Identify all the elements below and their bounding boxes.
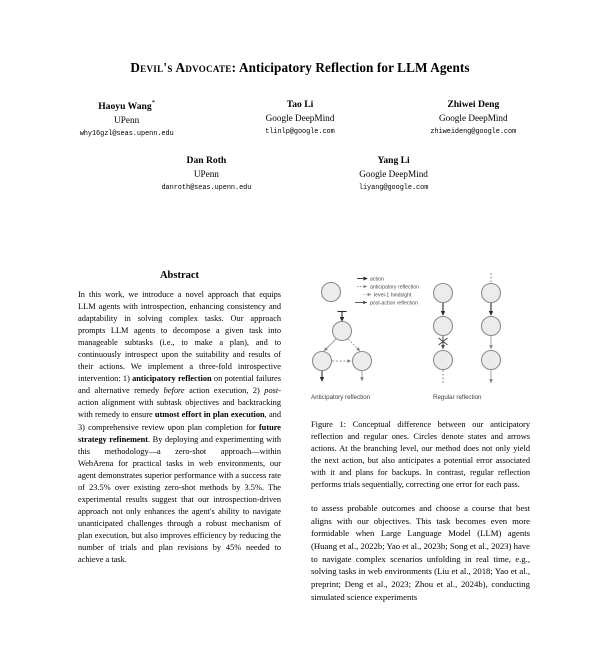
legend-label-action: action (370, 276, 384, 283)
body-paragraph: to assess probable outcomes and choose a course that best aligns with our objectives. This task becomes even more formidable when Large Language Model (LLM) agents (Huang et al., 2022b; Yao et al., 2023b; Song et al., 2023) have to navigate complex scenarios unfolding in real time, e.g., solving tasks in web environments (Liu et al., 2018; Yao et al., preprint; Deng et al., 2023; Zhou et al., 2024b), conducting simulated science experiments (311, 503, 530, 602)
state-node (482, 284, 501, 303)
legend-label-level-1-hindsight: level-1 hindsight (374, 292, 412, 299)
title-smallcaps: Devil's Advocate: (130, 60, 237, 75)
legend-state-node (322, 283, 341, 302)
author-email[interactable]: liyang@google.com (358, 183, 429, 192)
figure-diagram (311, 271, 530, 413)
author-email[interactable]: danroth@seas.upenn.edu (161, 183, 252, 192)
author-affiliation: Google DeepMind (438, 112, 508, 123)
author-name: Zhiwei Deng (447, 98, 500, 110)
diagram-label-left: Anticipatory reflection (311, 394, 371, 401)
abstract-heading: Abstract (159, 270, 200, 281)
state-node (434, 317, 453, 336)
figure-1 (311, 271, 530, 491)
right-column (311, 263, 530, 660)
legend-label-anticipatory-reflection: anticipatory reflection (370, 284, 420, 291)
state-node (434, 284, 453, 303)
state-node (434, 351, 453, 370)
author-name: Haoyu Wang* (98, 98, 156, 113)
figure-caption (311, 419, 530, 491)
author-email[interactable]: zhiweideng@google.com (430, 127, 517, 136)
state-node (353, 352, 372, 371)
author-block (40, 98, 560, 195)
diagram-anticipatory-reflection (311, 311, 372, 401)
legend-label-post-action-reflection: post-action reflection (370, 300, 418, 307)
state-node (313, 352, 332, 371)
page-title (55, 60, 545, 76)
author-entry (40, 98, 213, 141)
author-email[interactable]: why16gzl@seas.upenn.edu (79, 129, 174, 138)
state-node (482, 351, 501, 370)
figure-legend (322, 276, 420, 306)
author-footnote-marker: * (151, 98, 156, 107)
author-email[interactable]: tlinlp@google.com (265, 127, 335, 136)
author-name: Yang Li (377, 154, 410, 166)
author-entry (113, 154, 300, 195)
figure-caption-label: Figure 1: (311, 420, 346, 429)
author-row-2 (40, 154, 560, 195)
author-affiliation: UPenn (193, 168, 219, 179)
state-node (482, 317, 501, 336)
left-column (70, 263, 289, 660)
figure-caption-text: Conceptual difference between our anticipatory reflection and regular ones. Circles denote states and arrows actions. At the branching level, our method does not only yield the next action, but also anticipates a potential error associated with it and plans for backups. In contrast, regular reflection performs trials sequentially, correcting one error for each pass. (311, 420, 530, 489)
author-affiliation: Google DeepMind (265, 112, 335, 123)
two-column-body (0, 263, 600, 660)
author-entry (300, 154, 487, 195)
author-entry (387, 98, 560, 141)
title-rest: Anticipatory Reflection for LLM Agents (236, 60, 470, 75)
paper-page (0, 60, 600, 660)
author-name: Dan Roth (186, 154, 227, 166)
author-name: Tao Li (286, 98, 314, 110)
diagram-regular-reflection (433, 273, 501, 401)
author-affiliation: Google DeepMind (359, 168, 428, 179)
diagram-label-right: Regular reflection (433, 394, 482, 401)
abstract-text: In this work, we introduce a novel approach that equips LLM agents with introspection, enhancing consistency and adaptability in solving complex tasks. Our approach prompts LLM agents to decompose a given task into manageable subtasks (i.e., to make a plan), and to continuously introspect upon the suitability and results of their actions. We implement a three-fold introspective intervention: 1) anticipatory reflection on potential failures and alternative remedy before action execution, 2) post-action alignment with subtask objectives and backtracking with remedy to ensure utmost effort in plan execution, and 3) comprehensive review upon plan completion for future strategy refinement. By deploying and experimenting with this methodology—a zero-shot approach—within WebArena for practical tasks in web environments, our agent demonstrates superior performance with a success rate of 23.5% over existing zero-shot methods by 3.5%. The experimental results suggest that our introspection-driven approach not only enhances the agent's ability to navigate unanticipated challenges through a robust mechanism of plan execution, but also improves efficiency by reducing the number of trials and plan revisions by 45% needed to achieve a task. (78, 290, 281, 565)
author-row-1 (40, 98, 560, 141)
author-affiliation: UPenn (114, 114, 140, 125)
state-node (333, 322, 352, 341)
author-entry (213, 98, 386, 141)
